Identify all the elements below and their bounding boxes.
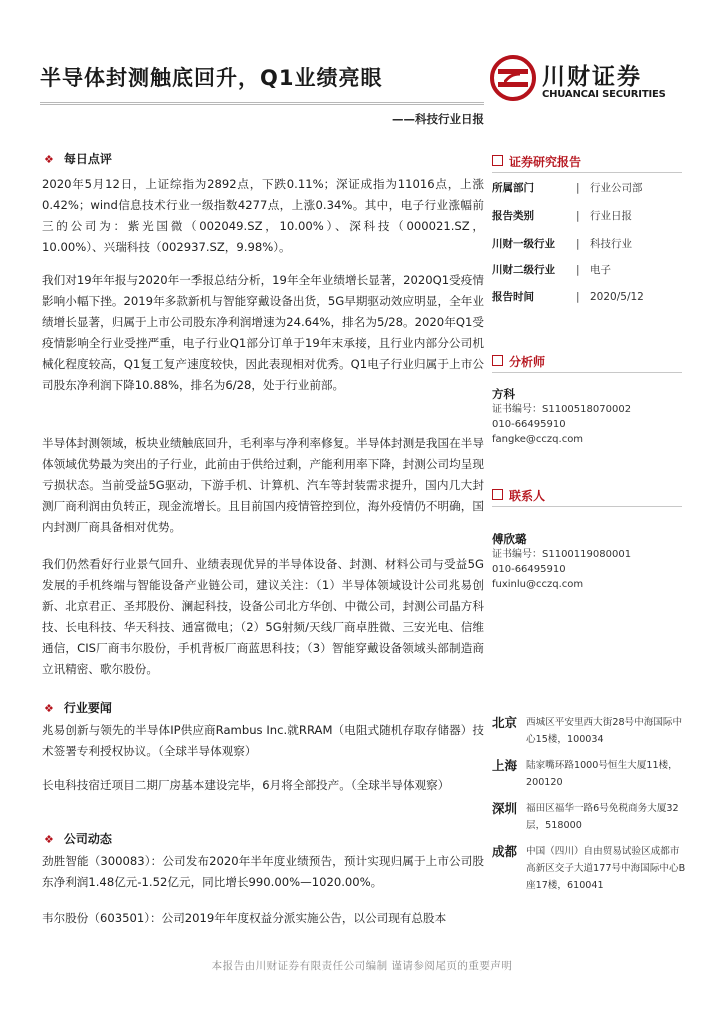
section-heading-industry-news: ❖ 行业要闻 xyxy=(44,701,112,715)
contact-name: 傅欣璐 xyxy=(492,532,527,546)
office-address: 陆家嘴环路1000号恒生大厦11楼，200120 xyxy=(526,760,678,788)
analyst-email[interactable]: fangke@cczq.com xyxy=(492,434,584,445)
square-bullet-icon xyxy=(492,155,503,166)
office-city: 北京 xyxy=(492,715,518,730)
report-subtitle: ——科技行业日报 xyxy=(392,112,484,126)
report-title: 半导体封测触底回升，Q1业绩亮眼 xyxy=(40,66,383,90)
section-heading-daily-comment: ❖ 每日点评 xyxy=(44,152,112,166)
analyst-card xyxy=(492,387,631,447)
info-row: 报告时间 | 2020/5/12 xyxy=(492,291,644,303)
contact-card xyxy=(492,532,631,592)
office-address: 中国（四川）自由贸易试验区成都市高新区交子大道177号中海国际中心B座17楼，610041 xyxy=(526,846,686,891)
paragraph: 2020年5月12日，上证综指为2892点，下跌0.11%；深证成指为11016点，上涨0.42%；wind信息技术行业一级指数4277点，上涨0.34%。其中，电子行业涨幅前三的公司为：紫光国微（002049.SZ，10.00%）、深科技（000021.SZ，10.00%）、兴瑞科技（002937.SZ，9.98%）。 xyxy=(42,177,484,254)
info-row: 川财一级行业 | 科技行业 xyxy=(492,238,632,250)
company-logo-english: CHUANCAI SECURITIES xyxy=(542,89,666,100)
sidebar-heading-contact: 联系人 xyxy=(492,487,545,504)
office-address: 西城区平安里西大街28号中海国际中心15楼，100034 xyxy=(526,717,683,745)
contact-cert: 证书编号：S1100119080001 xyxy=(492,549,632,560)
info-row: 报告类别 | 行业日报 xyxy=(492,210,632,222)
analyst-phone: 010-66495910 xyxy=(492,419,566,430)
square-bullet-icon xyxy=(492,489,503,500)
office-city: 成都 xyxy=(492,844,518,859)
office-city: 上海 xyxy=(492,758,518,773)
diamond-bullet-icon: ❖ xyxy=(44,702,54,715)
paragraph: 长电科技宿迁项目二期厂房基本建设完毕，6月将全部投产。（全球半导体观察） xyxy=(42,778,450,792)
analyst-cert: 证书编号：S1100518070002 xyxy=(492,404,632,415)
contact-phone: 010-66495910 xyxy=(492,564,566,575)
info-row: 所属部门 | 行业公司部 xyxy=(492,182,643,194)
info-row: 川财二级行业 | 电子 xyxy=(492,264,611,276)
paragraph: 半导体封测领域，板块业绩触底回升，毛利率与净利率修复。半导体封测是我国在半导体领域优势最为突出的子行业，此前由于供给过剩，产能利用率下降，封测公司均呈现亏损状态。当前受益5G驱动，下游手机、计算机、汽车等封装需求提升，国内几大封测厂商利润由负转正，现金流增长。且目前国内疫情管控到位，海外疫情仍不明确，国内封测厂商具备相对优势。 xyxy=(42,436,484,534)
page-footer: 本报告由川财证券有限责任公司编制 谨请参阅尾页的重要声明 xyxy=(211,960,513,972)
paragraph: 我们对19年年报与2020年一季报总结分析，19年全年业绩增长显著，2020Q1受疫情影响小幅下挫。2019年多款新机与智能穿戴设备出货，5G早期驱动效应明显，全年业绩增长显著，归属于上市公司股东净利润增速为24.64%，排名为5/28。2020年Q1受疫情影响全行业受挫严重，电子行业Q1部分订单于19年末承接，且行业内部分公司机械化程度较高，Q1复工复产速度较快，因此表现相对优秀。Q1电子行业归属于上市公司股东净利润下降10.88%，排名为6/28，处于行业前部。 xyxy=(42,273,484,392)
paragraph: 韦尔股份（603501）：公司2019年年度权益分派实施公告，以公司现有总股本 xyxy=(42,911,447,925)
company-logo-text: 川财证券 xyxy=(542,64,642,90)
office-city: 深圳 xyxy=(492,801,518,816)
analyst-name: 方科 xyxy=(492,387,515,401)
contact-email[interactable]: fuxinlu@cczq.com xyxy=(492,579,584,590)
sidebar-divider xyxy=(492,372,682,373)
office-address: 福田区福华一路6号免税商务大厦32层，518000 xyxy=(526,803,679,831)
sidebar-divider xyxy=(492,172,682,173)
header-divider-secondary xyxy=(40,104,484,105)
section-heading-company-news: ❖ 公司动态 xyxy=(44,832,112,846)
diamond-bullet-icon: ❖ xyxy=(44,153,54,166)
paragraph: 我们仍然看好行业景气回升、业绩表现优异的半导体设备、封测、材料公司与受益5G发展的手机终端与智能设备产业链公司，建议关注：（1）半导体领域设计公司兆易创新、北京君正、圣邦股份、澜起科技，设备公司北方华创、中微公司，封测公司晶方科技、长电科技、华天科技、通富微电；（2）5G射频/天线厂商卓胜微、三安光电、信维通信，CIS厂商韦尔股份，手机背板厂商蓝思科技；（3）智能穿戴设备领域头部制造商立讯精密、歌尔股份。 xyxy=(42,557,484,676)
square-bullet-icon xyxy=(492,355,503,366)
paragraph: 兆易创新与领先的半导体IP供应商Rambus Inc.就RRAM（电阻式随机存取存储器）技术签署专利授权协议。（全球半导体观察） xyxy=(42,723,484,758)
company-logo-icon xyxy=(490,55,536,101)
sidebar-divider xyxy=(492,506,682,507)
paragraph: 劲胜智能（300083）：公司发布2020年半年度业绩预告，预计实现归属于上市公司股东净利润1.48亿元-1.52亿元，同比增长990.00%—1020.00%。 xyxy=(42,854,484,889)
sidebar-heading-analyst: 分析师 xyxy=(492,353,545,370)
sidebar-heading-report: 证券研究报告 xyxy=(492,153,581,170)
header-divider xyxy=(40,102,484,103)
diamond-bullet-icon: ❖ xyxy=(44,833,54,846)
